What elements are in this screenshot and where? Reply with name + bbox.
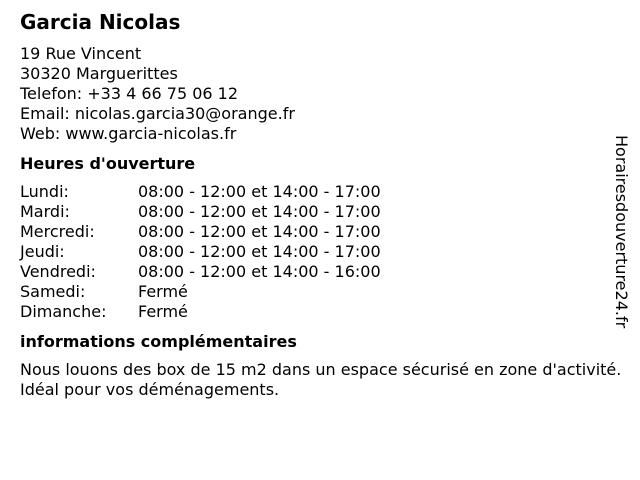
business-name: Garcia Nicolas	[20, 10, 181, 34]
hours-day: Jeudi:	[20, 242, 65, 261]
hours-day: Vendredi:	[20, 262, 96, 281]
hours-time: 08:00 - 12:00 et 14:00 - 17:00	[138, 242, 381, 261]
phone-line: Telefon: +33 4 66 75 06 12	[20, 84, 239, 103]
hours-row	[20, 202, 610, 222]
hours-row	[20, 182, 610, 202]
hours-heading: Heures d'ouverture	[20, 154, 196, 173]
web-line: Web: www.garcia-nicolas.fr	[20, 124, 237, 143]
watermark-text: Horairesdouverture24.fr	[612, 135, 631, 329]
hours-day: Lundi:	[20, 182, 69, 201]
hours-day: Mercredi:	[20, 222, 95, 241]
hours-day: Dimanche:	[20, 302, 107, 321]
info-heading: informations complémentaires	[20, 332, 297, 351]
hours-day: Samedi:	[20, 282, 86, 301]
hours-row	[20, 222, 610, 242]
hours-row	[20, 262, 610, 282]
hours-time: 08:00 - 12:00 et 14:00 - 17:00	[138, 202, 381, 221]
hours-row	[20, 282, 610, 302]
hours-row	[20, 242, 610, 262]
hours-day: Mardi:	[20, 202, 70, 221]
info-text: Nous louons des box de 15 m2 dans un espace sécurisé en zone d'activité. Idéal pour vos déménagements.	[20, 360, 622, 399]
address-line-city: 30320 Marguerittes	[20, 64, 178, 83]
email-line: Email: nicolas.garcia30@orange.fr	[20, 104, 295, 123]
address-line-street: 19 Rue Vincent	[20, 44, 142, 63]
hours-time: 08:00 - 12:00 et 14:00 - 16:00	[138, 262, 381, 281]
hours-time: Fermé	[138, 302, 188, 321]
hours-time: 08:00 - 12:00 et 14:00 - 17:00	[138, 182, 381, 201]
hours-row	[20, 302, 610, 322]
hours-time: 08:00 - 12:00 et 14:00 - 17:00	[138, 222, 381, 241]
hours-time: Fermé	[138, 282, 188, 301]
hours-table	[20, 182, 610, 322]
